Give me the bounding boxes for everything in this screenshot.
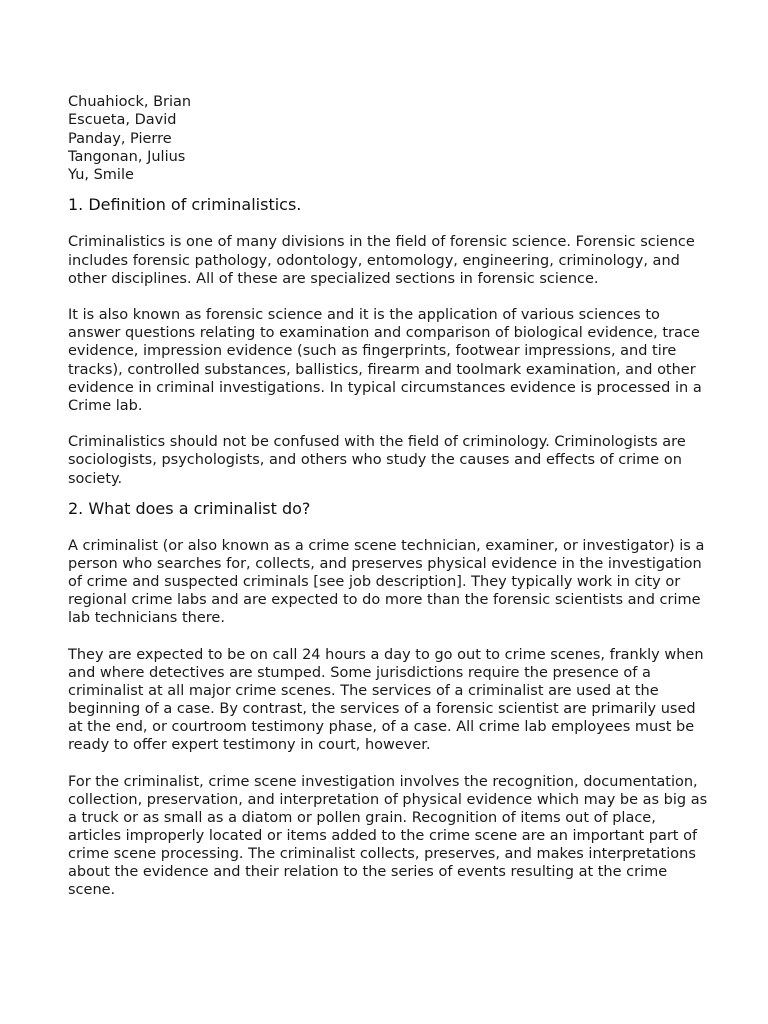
section-definition: [68, 195, 708, 487]
author-name: Tangonan, Julius: [68, 148, 186, 165]
paragraph: Criminalistics is one of many divisions in the field of forensic science. Forensic science includes forensic pathology, odontology, entomology, engineering, criminology, and other disciplines. All of these are specialized sections in forensic science.: [68, 234, 695, 287]
paragraph: A criminalist (or also known as a crime scene technician, examiner, or investigator) is a person who searches for, collects, and preserves physical evidence in the investigation of crime and suspected criminals [see job description]. They typically work in city or regional crime labs and are expected to do more than the forensic scientists and crime lab technicians there.: [68, 537, 705, 626]
author-name: Chuahiock, Brian: [68, 94, 192, 110]
section-heading: 1. Definition of criminalistics.: [68, 195, 302, 215]
author-name: Escueta, David: [68, 112, 177, 129]
section-criminalist-role: [68, 499, 708, 900]
author-name: Panday, Pierre: [68, 130, 172, 147]
author-name: Yu, Smile: [68, 167, 134, 184]
section-heading: 2. What does a criminalist do?: [68, 498, 311, 518]
paragraph: They are expected to be on call 24 hours a day to go out to crime scenes, frankly when and where detectives are stumped. Some jurisdictions require the presence of a criminalist at all major crime scenes. The services of a criminalist are used at the beginning of a case. By contrast, the services of a forensic scientist are primarily used at the end, or courtroom testimony phase, of a case. All crime lab employees must be ready to offer expert testimony in court, however.: [68, 646, 704, 754]
paragraph: For the criminalist, crime scene investigation involves the recognition, documentation, collection, preservation, and interpretation of physical evidence which may be as big as a truck or as small as a diatom or pollen grain. Recognition of items out of place, articles improperly located or items added to the crime scene are an important part of crime scene processing. The criminalist collects, preserves, and makes interpretations about the evidence and their relation to the series of events resulting at the crime scene.: [68, 773, 708, 899]
paragraph: Criminalistics should not be confused with the field of criminology. Criminologists are sociologists, psychologists, and others who study the causes and effects of crime on society.: [68, 434, 686, 487]
document-body: [68, 93, 708, 899]
paragraph: It is also known as forensic science and it is the application of various sciences to answer questions relating to examination and comparison of biological evidence, trace evidence, impression evidence (such as fingerprints, footwear impressions, and tire tracks), controlled substances, ballistics, firearm and toolmark examination, and other evidence in criminal investigations. In typical circumstances evidence is processed in a Crime lab.: [68, 307, 702, 414]
author-list: [68, 93, 708, 184]
